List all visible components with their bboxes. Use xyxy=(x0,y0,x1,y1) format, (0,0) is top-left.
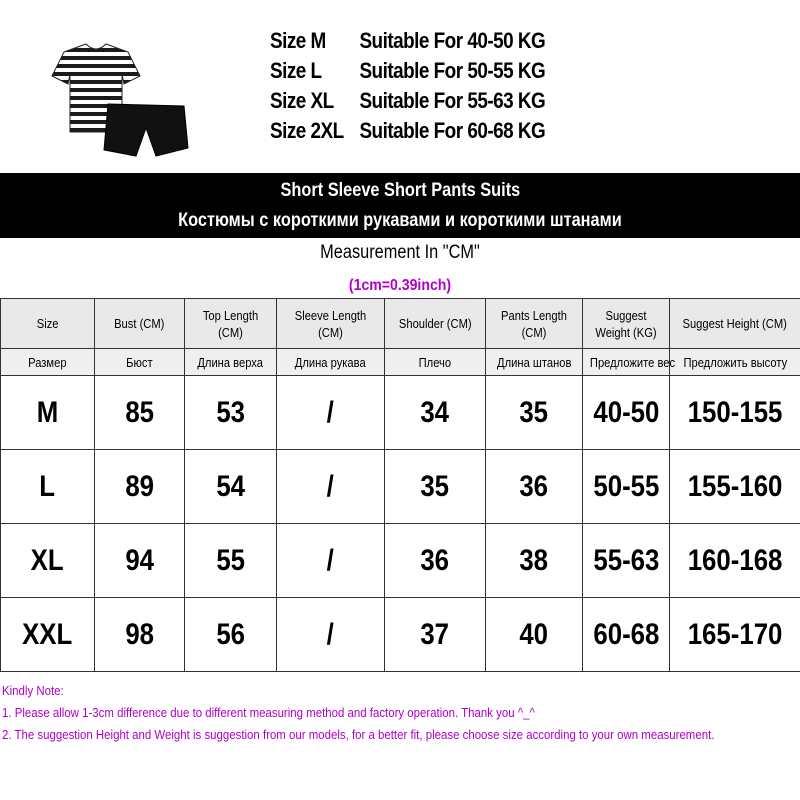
size-guide-weight: Suitable For 50-55 KG xyxy=(359,58,546,83)
cell-text: Suggest Weight (KG) xyxy=(595,307,657,340)
cell-text: L xyxy=(39,469,56,503)
cell-text: 89 xyxy=(125,469,154,503)
size-guide-weight: Suitable For 55-63 KG xyxy=(359,88,546,113)
cell-text: Bust (CM) xyxy=(114,316,165,331)
cell-text: XXL xyxy=(22,617,73,651)
table-cell xyxy=(670,299,800,349)
cell-text: / xyxy=(326,469,335,503)
table-cell xyxy=(1,450,95,524)
size-guide-row xyxy=(270,26,545,56)
table-cell xyxy=(185,598,277,672)
cell-text: 40 xyxy=(519,617,549,651)
cell-text: 98 xyxy=(125,617,154,651)
cell-text: 165-170 xyxy=(687,617,783,651)
title-banner xyxy=(0,173,800,238)
size-table xyxy=(0,298,800,672)
table-cell xyxy=(670,450,800,524)
size-guide-weight: Suitable For 60-68 KG xyxy=(359,118,546,143)
table-cell xyxy=(185,376,277,450)
cell-text: / xyxy=(326,617,335,651)
cell-text: 54 xyxy=(216,469,245,503)
cell-text: 53 xyxy=(216,395,245,429)
size-guide-size: Size L xyxy=(270,58,322,83)
table-cell xyxy=(486,524,583,598)
size-guide-row xyxy=(270,116,545,146)
table-cell xyxy=(95,349,185,376)
table-cell xyxy=(95,598,185,672)
table-cell xyxy=(670,349,800,376)
banner-title-en: Short Sleeve Short Pants Suits xyxy=(280,179,520,201)
cell-text: Плечо xyxy=(418,354,452,370)
cell-text: / xyxy=(326,543,335,577)
table-row xyxy=(1,598,800,672)
cell-text: 36 xyxy=(420,543,450,577)
table-cell xyxy=(385,299,486,349)
size-guide-row xyxy=(270,86,545,116)
cell-text: Pants Length (CM) xyxy=(501,307,567,340)
unit-conversion: (1cm=0.39inch) xyxy=(348,277,452,294)
table-cell xyxy=(277,524,385,598)
cell-text: 34 xyxy=(420,395,450,429)
table-cell xyxy=(185,450,277,524)
kindly-note xyxy=(2,680,714,746)
table-cell xyxy=(185,299,277,349)
cell-text: Top Length (CM) xyxy=(202,307,259,340)
size-guide-weight: Suitable For 40-50 KG xyxy=(359,28,546,53)
table-header-ru xyxy=(1,349,800,376)
table-row xyxy=(1,524,800,598)
cell-text: 56 xyxy=(216,617,245,651)
table-cell xyxy=(583,450,670,524)
table-cell xyxy=(583,598,670,672)
note-line-1: 1. Please allow 1-3cm difference due to different measuring method and factory operation. Thank you ^_^ xyxy=(2,705,535,720)
cell-text: 38 xyxy=(519,543,549,577)
table-header-en xyxy=(1,299,800,349)
cell-text: 155-160 xyxy=(687,469,783,503)
note-line-2: 2. The suggestion Height and Weight is suggestion from our models, for a better fit, please choose size according to your own measurement. xyxy=(2,727,715,742)
cell-text: Предложить высоту xyxy=(683,354,787,370)
table-cell xyxy=(185,524,277,598)
table-cell xyxy=(486,376,583,450)
table-cell xyxy=(583,349,676,376)
cell-text: M xyxy=(36,395,59,429)
table-cell xyxy=(1,524,95,598)
table-cell xyxy=(277,299,385,349)
cell-text: 60-68 xyxy=(592,617,659,651)
cell-text: 50-55 xyxy=(592,469,659,503)
cell-text: 85 xyxy=(125,395,154,429)
table-cell xyxy=(670,598,800,672)
cell-text: Предложите вес xyxy=(589,354,676,370)
table-cell xyxy=(277,349,385,376)
cell-text: Длина верха xyxy=(197,354,264,370)
table-cell xyxy=(486,349,583,376)
cell-text: 40-50 xyxy=(592,395,659,429)
table-cell xyxy=(95,299,185,349)
table-row xyxy=(1,450,800,524)
table-cell xyxy=(1,349,95,376)
table-cell xyxy=(385,524,486,598)
table-row xyxy=(1,376,800,450)
product-image xyxy=(34,40,190,165)
cell-text: Бюст xyxy=(126,354,153,370)
table-cell xyxy=(583,299,670,349)
table-cell xyxy=(95,450,185,524)
cell-text: 35 xyxy=(519,395,549,429)
table-cell xyxy=(583,524,670,598)
table-cell xyxy=(277,450,385,524)
cell-text: 160-168 xyxy=(687,543,783,577)
table-cell xyxy=(486,299,583,349)
cell-text: Sleeve Length (CM) xyxy=(294,307,367,340)
table-cell xyxy=(277,598,385,672)
cell-text: Shoulder (CM) xyxy=(398,316,472,331)
table-cell xyxy=(1,376,95,450)
table-cell xyxy=(1,598,95,672)
cell-text: Size xyxy=(36,316,59,331)
table-cell xyxy=(95,524,185,598)
size-guide-size: Size M xyxy=(270,28,326,53)
table-cell xyxy=(385,450,486,524)
size-guide-size: Size 2XL xyxy=(270,118,344,143)
shorts-icon xyxy=(104,104,188,156)
table-cell xyxy=(385,349,486,376)
cell-text: 35 xyxy=(420,469,450,503)
table-cell xyxy=(670,524,800,598)
size-guide xyxy=(270,26,590,146)
table-cell xyxy=(385,376,486,450)
note-title: Kindly Note: xyxy=(2,683,64,698)
cell-text: 37 xyxy=(420,617,450,651)
cell-text: 94 xyxy=(125,543,154,577)
table-cell xyxy=(670,376,800,450)
cell-text: Размер xyxy=(28,354,67,370)
size-guide-row xyxy=(270,56,545,86)
table-cell xyxy=(583,376,670,450)
cell-text: Длина штанов xyxy=(496,354,572,370)
measurement-unit: Measurement In "CM" xyxy=(320,242,480,263)
cell-text: 55 xyxy=(216,543,245,577)
cell-text: 36 xyxy=(519,469,549,503)
cell-text: 150-155 xyxy=(687,395,783,429)
size-guide-size: Size XL xyxy=(270,88,334,113)
table-cell xyxy=(95,376,185,450)
table-cell xyxy=(185,349,277,376)
table-cell xyxy=(277,376,385,450)
cell-text: XL xyxy=(31,543,64,577)
cell-text: 55-63 xyxy=(592,543,659,577)
cell-text: / xyxy=(326,395,335,429)
table-cell xyxy=(385,598,486,672)
table-cell xyxy=(1,299,95,349)
banner-title-ru: Костюмы с короткими рукавами и короткими штанами xyxy=(178,209,622,231)
cell-text: Длина рукава xyxy=(295,354,366,370)
table-cell xyxy=(486,598,583,672)
cell-text: Suggest Height (CM) xyxy=(682,316,788,331)
table-cell xyxy=(486,450,583,524)
